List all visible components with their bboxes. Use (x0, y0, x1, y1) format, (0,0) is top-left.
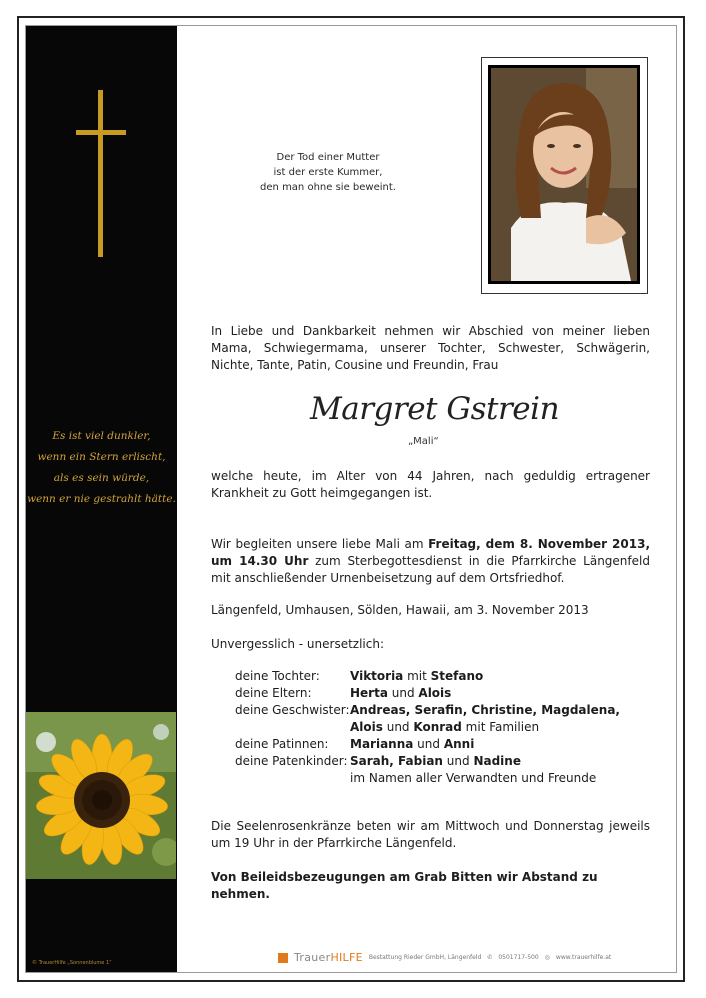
relation-label-empty (235, 770, 350, 787)
logo-part: HILFE (330, 951, 363, 964)
connector: und (387, 686, 419, 700)
name: Anni (443, 737, 475, 751)
portrait-photo (488, 65, 640, 284)
list-item (235, 702, 620, 719)
phone-icon: ✆ (487, 954, 493, 961)
relation-names (350, 668, 483, 685)
list-item (235, 753, 620, 770)
name: Nadine (473, 754, 521, 768)
list-item (235, 719, 620, 736)
name: Viktoria (350, 669, 404, 683)
relation-label: deine Patenkinder: (235, 754, 348, 768)
relation-label: deine Geschwister: (235, 703, 350, 717)
name: Alois (418, 686, 452, 700)
place-date: Längenfeld, Umhausen, Sölden, Hawaii, am 3. November 2013 (211, 603, 589, 617)
relation-names (350, 685, 451, 702)
footer-company: Bestattung Rieder GmbH, Längenfeld (368, 954, 482, 961)
intro-text: In Liebe und Dankbarkeit nehmen wir Abschied von meiner lieben Mama, Schwiegermama, unserer Tochter, Schwester, Schwägerin, Nichte, Tante, Patin, Cousine und Freundin, Frau (211, 324, 650, 372)
relation-names (350, 719, 539, 736)
connector: und (382, 720, 414, 734)
list-item (235, 770, 620, 787)
service-date: Freitag, dem 8. November 2013, um 14.30 Uhr (211, 537, 651, 568)
footer-logo (294, 951, 363, 964)
connector: mit Familien (461, 720, 540, 734)
relation-label: deine Eltern: (235, 686, 312, 700)
name: Stefano (430, 669, 484, 683)
relation-names: Andreas, Serafin, Christine, Magdalena, (350, 703, 620, 717)
footer (278, 951, 611, 964)
relation-names (350, 753, 521, 770)
motto-line: den man ohne sie beweint. (260, 182, 396, 193)
connector: und (442, 754, 474, 768)
list-item (235, 685, 620, 702)
name: Sarah, Fabian (350, 754, 443, 768)
sidebar-quote (26, 426, 177, 510)
rosary-text: Die Seelenrosenkränze beten wir am Mittwoch und Donnerstag jeweils um 19 Uhr in der Pfarrkirche Längenfeld. (211, 819, 650, 850)
relation-label: deine Tochter: (235, 669, 320, 683)
sunflower-image (26, 712, 176, 879)
deceased-nickname: „Mali“ (408, 436, 439, 447)
motto-line: ist der erste Kummer, (273, 167, 383, 178)
condolence-note: Von Beileidsbezeugungen am Grab Bitten wir Abstand zu nehmen. (211, 870, 598, 901)
relation-label: deine Patinnen: (235, 737, 329, 751)
footer-phone: 0501717-500 (498, 954, 539, 961)
logo-icon (278, 953, 288, 963)
footer-web[interactable]: www.trauerhilfe.at (555, 954, 612, 961)
web-icon: ◎ (544, 954, 550, 961)
name: Konrad (413, 720, 462, 734)
sidebar-quote-line: Es ist viel dunkler, (52, 430, 151, 442)
cross-icon-bar (76, 130, 126, 135)
name: Herta (350, 686, 388, 700)
list-item (235, 668, 620, 685)
sidebar-quote-line: als es sein würde, (53, 472, 150, 484)
cross-icon (98, 90, 103, 257)
name: Alois (350, 720, 383, 734)
connector: und (413, 737, 444, 751)
relation-names (350, 736, 474, 753)
motto-line: Der Tod einer Mutter (276, 152, 380, 163)
sidebar-quote-line: wenn ein Stern erlischt, (37, 451, 166, 463)
service-text (211, 536, 650, 587)
sidebar-quote-line: wenn er nie gestrahlt hätte. (27, 493, 176, 505)
passing-text: welche heute, im Alter von 44 Jahren, nach geduldig ertragener Krankheit zu Gott heimgegangen ist. (211, 469, 650, 500)
list-item (235, 736, 620, 753)
image-credit: © TrauerHilfe „Sonnenblume 1“ (32, 960, 112, 966)
motto (248, 150, 408, 195)
logo-part: Trauer (294, 951, 331, 964)
deceased-name: Margret Gstrein (310, 391, 560, 427)
unforgettable-heading: Unvergesslich - unersetzlich: (211, 637, 385, 651)
connector: mit (403, 669, 431, 683)
service-post: zum Sterbegottesdienst in die Pfarrkirche Längenfeld mit anschließender Urnenbeisetzung auf dem Ortsfriedhof. (211, 554, 650, 585)
relatives-line: im Namen aller Verwandten und Freunde (350, 771, 597, 785)
family-list (235, 668, 620, 787)
name: Marianna (350, 737, 414, 751)
service-pre: Wir begleiten unsere liebe Mali am (211, 537, 429, 551)
relation-label-empty (235, 719, 350, 736)
